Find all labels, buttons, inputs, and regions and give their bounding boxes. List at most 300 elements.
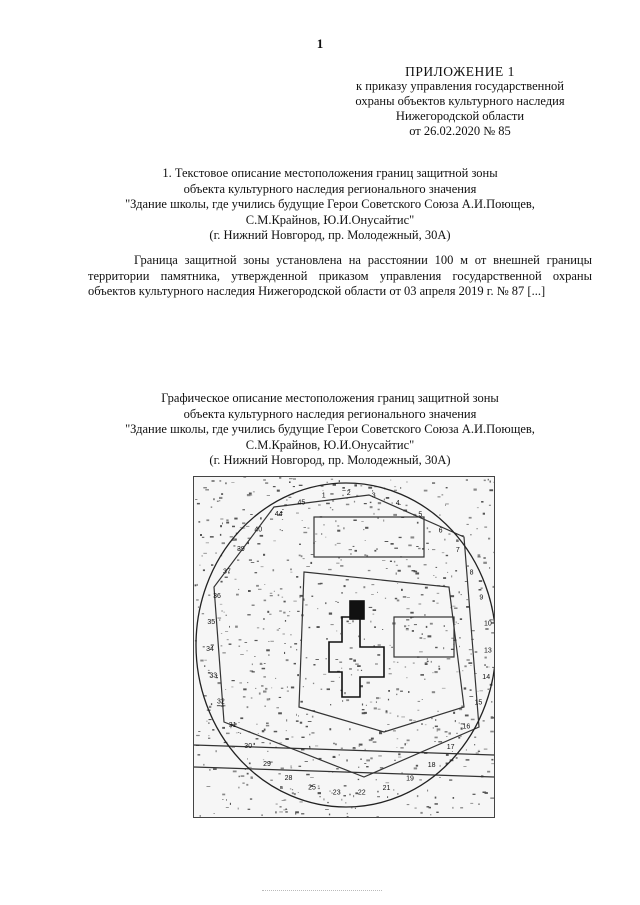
map-speckle bbox=[435, 647, 438, 648]
map-speckle bbox=[267, 751, 268, 752]
map-speckle bbox=[284, 652, 285, 654]
map-speckle bbox=[257, 627, 259, 628]
map-speckle bbox=[211, 703, 212, 705]
map-speckle bbox=[451, 595, 455, 597]
map-speckle bbox=[320, 796, 321, 797]
map-speckle bbox=[358, 767, 359, 768]
map-speckle bbox=[197, 503, 200, 505]
map-speckle bbox=[456, 757, 458, 759]
map-speckle bbox=[315, 746, 318, 747]
map-speckle bbox=[267, 611, 269, 613]
map-speckle bbox=[341, 592, 343, 593]
boundary-point-label: 31 bbox=[228, 722, 237, 729]
map-speckle bbox=[378, 698, 381, 699]
map-speckle bbox=[379, 733, 382, 735]
map-speckle bbox=[342, 495, 344, 496]
map-speckle bbox=[292, 792, 294, 794]
map-speckle bbox=[390, 645, 391, 646]
map-speckle bbox=[405, 743, 406, 745]
map-speckle bbox=[232, 526, 235, 528]
map-speckle bbox=[374, 626, 376, 628]
map-speckle bbox=[203, 646, 205, 648]
map-speckle bbox=[478, 554, 481, 556]
map-parcels bbox=[194, 492, 494, 777]
map-speckle bbox=[417, 522, 419, 524]
page-number: 1 bbox=[316, 36, 324, 51]
map-speckle bbox=[362, 704, 363, 706]
map-speckle bbox=[428, 635, 432, 637]
map-speckle bbox=[303, 686, 304, 687]
map-speckle bbox=[391, 647, 392, 648]
map-speckle bbox=[225, 482, 226, 484]
map-speckle bbox=[290, 572, 292, 573]
map-speckle bbox=[296, 714, 297, 716]
map-speckle bbox=[300, 802, 303, 803]
boundary-point-label: 29 bbox=[263, 760, 271, 768]
map-speckle bbox=[249, 493, 252, 495]
map-speckle bbox=[370, 702, 372, 703]
map-speckle bbox=[358, 779, 360, 780]
map-speckle bbox=[355, 664, 359, 665]
map-speckle bbox=[315, 534, 317, 535]
map-speckle bbox=[361, 521, 363, 522]
map-speckle bbox=[468, 662, 472, 664]
map-speckle bbox=[305, 678, 306, 680]
appendix-line: охраны объектов культурного наследия bbox=[355, 94, 565, 108]
map-speckle bbox=[460, 618, 462, 620]
map-speckle bbox=[335, 743, 337, 745]
map-speckle bbox=[239, 646, 241, 647]
map-speckle bbox=[478, 557, 481, 558]
map-speckle bbox=[247, 759, 248, 760]
map-speckle bbox=[203, 553, 207, 554]
map-speckle bbox=[308, 508, 310, 509]
map-speckle bbox=[417, 730, 419, 731]
map-speckle bbox=[265, 706, 266, 708]
map-speckle bbox=[364, 639, 365, 640]
map-speckle bbox=[329, 613, 332, 615]
map-speckle bbox=[235, 626, 238, 628]
map-speckle bbox=[241, 775, 245, 777]
map-speckle bbox=[464, 687, 467, 689]
map-speckle bbox=[253, 492, 255, 493]
map-speckle bbox=[377, 791, 378, 793]
boundary-point-label: 35 bbox=[207, 619, 216, 627]
map-speckle bbox=[240, 654, 244, 655]
map-speckle bbox=[478, 691, 479, 692]
map-speckle bbox=[323, 674, 326, 675]
map-speckle bbox=[479, 589, 482, 591]
map-speckle bbox=[382, 560, 385, 561]
map-speckle bbox=[339, 677, 340, 678]
map-speckle bbox=[432, 482, 435, 483]
map-speckle bbox=[365, 527, 368, 529]
map-speckle bbox=[365, 540, 366, 541]
map-speckle bbox=[342, 487, 345, 489]
map-speckle bbox=[436, 603, 438, 604]
map-speckle bbox=[432, 673, 433, 674]
map-speckle bbox=[263, 676, 266, 677]
map-speckle bbox=[420, 812, 422, 814]
map-speckle bbox=[415, 808, 417, 809]
map-speckle bbox=[283, 634, 285, 635]
map-speckle bbox=[251, 776, 253, 777]
map-speckle bbox=[269, 614, 271, 615]
map-speckle bbox=[225, 577, 228, 578]
map-speckle bbox=[488, 538, 490, 540]
map-speckle bbox=[438, 741, 442, 742]
map-speckle bbox=[335, 601, 337, 602]
map-speckle bbox=[364, 554, 366, 556]
map-speckle bbox=[371, 594, 374, 595]
map-speckle bbox=[226, 807, 229, 808]
map-speckle bbox=[434, 741, 435, 742]
map-speckle bbox=[430, 814, 431, 815]
map-speckle bbox=[217, 501, 219, 502]
map-speckle bbox=[455, 720, 456, 722]
map-speckle bbox=[222, 653, 225, 654]
map-speckle bbox=[301, 737, 304, 738]
map-speckle bbox=[279, 477, 281, 479]
map-speckle bbox=[277, 630, 279, 631]
map-speckle bbox=[296, 513, 299, 514]
map-speckle bbox=[431, 661, 432, 663]
map-speckle bbox=[480, 691, 484, 692]
map-speckle bbox=[433, 575, 434, 576]
text-description-heading bbox=[110, 166, 550, 244]
map-speckle bbox=[251, 698, 253, 699]
map-speckle bbox=[474, 744, 475, 745]
map-speckle bbox=[390, 713, 392, 714]
map-speckle bbox=[266, 723, 269, 724]
map-speckle bbox=[485, 657, 487, 659]
map-speckle bbox=[385, 598, 386, 599]
map-speckle bbox=[312, 716, 314, 718]
map-speckle bbox=[221, 633, 222, 634]
map-speckle bbox=[233, 771, 237, 773]
map-speckle bbox=[384, 499, 385, 501]
map-speckle bbox=[400, 747, 403, 748]
map-speckle bbox=[404, 625, 406, 627]
map-speckle bbox=[270, 780, 273, 781]
map-speckle bbox=[290, 788, 291, 789]
boundary-point-label: 15 bbox=[474, 699, 483, 707]
map-speckle bbox=[220, 525, 222, 527]
map-speckle bbox=[353, 520, 356, 522]
map-speckle bbox=[279, 610, 282, 611]
map-speckle bbox=[422, 633, 423, 634]
map-speckle bbox=[283, 810, 285, 811]
map-speckle bbox=[445, 731, 448, 733]
map-speckle bbox=[370, 502, 372, 503]
map-speckle bbox=[392, 502, 393, 504]
map-speckle bbox=[243, 688, 246, 690]
map-speckle bbox=[278, 773, 280, 774]
map-speckle bbox=[339, 480, 340, 482]
map-speckle bbox=[305, 605, 307, 606]
map-speckle bbox=[260, 517, 262, 519]
map-speckle bbox=[298, 716, 299, 717]
map-speckle bbox=[231, 687, 233, 688]
map-speckle bbox=[395, 598, 397, 600]
map-speckle bbox=[413, 721, 416, 722]
heading-line: объекта культурного наследия регионального значения bbox=[183, 181, 477, 196]
map-speckle bbox=[461, 594, 463, 595]
map-speckle bbox=[446, 736, 447, 737]
map-speckle bbox=[222, 799, 224, 800]
map-speckle bbox=[463, 766, 466, 767]
protective-zone-circle bbox=[196, 483, 494, 807]
map-speckle bbox=[250, 798, 252, 799]
map-speckle bbox=[427, 790, 428, 792]
map-speckle bbox=[293, 486, 295, 487]
map-speckle bbox=[208, 722, 209, 724]
heading-line: Графическое описание местоположения границ защитной зоны bbox=[161, 391, 499, 405]
map-speckle bbox=[261, 814, 263, 816]
boundary-point-label: 25 bbox=[308, 784, 316, 792]
map-speckle bbox=[252, 664, 253, 666]
heading-address: (г. Нижний Новгород, пр. Молодежный, 30А) bbox=[209, 228, 451, 242]
map-speckle bbox=[415, 572, 419, 574]
map-speckle bbox=[213, 498, 215, 500]
map-speckle bbox=[298, 792, 299, 793]
map-speckle bbox=[315, 541, 316, 542]
map-speckle bbox=[309, 627, 311, 628]
boundary-point-label: 18 bbox=[427, 761, 436, 769]
map-speckle bbox=[485, 628, 488, 630]
map-speckle bbox=[327, 802, 328, 803]
map-speckle bbox=[275, 678, 276, 679]
map-speckle bbox=[299, 766, 302, 767]
map-speckle bbox=[283, 612, 285, 614]
map-speckle bbox=[458, 737, 460, 739]
map-speckle bbox=[376, 702, 377, 703]
map-speckle bbox=[207, 721, 208, 722]
map-speckle bbox=[423, 638, 425, 639]
boundary-point-label: 45 bbox=[297, 499, 306, 507]
map-speckle bbox=[419, 779, 422, 780]
map-speckle bbox=[347, 816, 349, 817]
map-speckle bbox=[426, 543, 429, 544]
map-speckle bbox=[469, 649, 472, 650]
map-speckle bbox=[414, 624, 417, 625]
map-speckle bbox=[333, 756, 336, 758]
map-speckle bbox=[262, 668, 266, 670]
map-speckle bbox=[279, 697, 281, 698]
map-speckle bbox=[459, 722, 460, 723]
map-speckle bbox=[252, 605, 255, 607]
map-speckle bbox=[360, 759, 362, 760]
map-speckle bbox=[330, 791, 331, 792]
map-speckle bbox=[367, 682, 370, 684]
map-speckle bbox=[373, 614, 375, 615]
map-speckle bbox=[275, 811, 276, 813]
map-speckle bbox=[337, 543, 341, 544]
map-speckle bbox=[246, 784, 248, 786]
map-speckle bbox=[370, 506, 373, 508]
map-speckle bbox=[400, 487, 401, 488]
map-speckle bbox=[229, 644, 232, 645]
map-speckle bbox=[339, 755, 340, 756]
map-speckle bbox=[281, 768, 284, 770]
map-speckle bbox=[195, 499, 197, 500]
boundary-point-label: 40 bbox=[254, 526, 263, 534]
map-speckle bbox=[208, 738, 210, 739]
map-speckle bbox=[200, 660, 203, 662]
map-speckle bbox=[302, 520, 303, 521]
map-speckle bbox=[341, 799, 342, 801]
boundary-point-label: 4 bbox=[395, 499, 400, 507]
map-speckle bbox=[296, 649, 297, 650]
map-speckle bbox=[317, 609, 318, 610]
map-speckle bbox=[429, 807, 432, 809]
map-speckle bbox=[444, 625, 445, 627]
map-speckle bbox=[331, 479, 333, 480]
map-speckle bbox=[279, 812, 283, 813]
map-speckle bbox=[274, 731, 278, 733]
map-speckle bbox=[445, 504, 449, 505]
map-speckle bbox=[396, 694, 397, 695]
map-speckle bbox=[221, 581, 223, 583]
map-speckle bbox=[490, 731, 494, 733]
map-speckle bbox=[389, 668, 391, 669]
map-speckle bbox=[386, 568, 388, 569]
map-speckle bbox=[317, 626, 320, 628]
map-speckle bbox=[368, 487, 372, 489]
map-speckle bbox=[219, 480, 221, 481]
map-speckle bbox=[308, 721, 312, 722]
map-speckle bbox=[377, 796, 380, 797]
map-speckle bbox=[246, 651, 248, 652]
boundary-point-label: 21 bbox=[382, 784, 391, 792]
map-speckle bbox=[300, 586, 301, 588]
map-speckle bbox=[257, 543, 260, 544]
map-speckle bbox=[476, 753, 479, 754]
map-speckle bbox=[335, 659, 338, 660]
map-speckle bbox=[254, 656, 256, 657]
map-speckle bbox=[491, 701, 492, 703]
map-speckle bbox=[476, 528, 478, 529]
map-speckle bbox=[265, 482, 268, 484]
map-speckle bbox=[447, 658, 451, 659]
map-speckle bbox=[387, 724, 389, 725]
map-speckle bbox=[388, 690, 390, 692]
map-speckle bbox=[203, 487, 207, 488]
map-speckle bbox=[353, 546, 355, 547]
map-speckle bbox=[446, 487, 448, 488]
map-speckle bbox=[212, 729, 214, 731]
map-speckle bbox=[437, 711, 439, 712]
map-speckle bbox=[394, 561, 395, 563]
map-speckle bbox=[376, 779, 377, 780]
boundary-point-label: 19 bbox=[406, 775, 414, 783]
map-speckle bbox=[326, 503, 330, 505]
map-speckle bbox=[256, 585, 259, 587]
map-speckle bbox=[417, 795, 418, 797]
map-speckle bbox=[337, 602, 339, 603]
boundary-point-label: 28 bbox=[284, 774, 293, 782]
map-speckle bbox=[289, 478, 293, 479]
map-speckle bbox=[258, 733, 259, 734]
appendix-header bbox=[330, 64, 590, 139]
map-speckle bbox=[282, 530, 283, 531]
map-speckle bbox=[285, 809, 287, 810]
map-speckle bbox=[354, 484, 357, 486]
map-speckle bbox=[479, 580, 482, 582]
map-speckle bbox=[225, 631, 228, 632]
map-speckle bbox=[285, 738, 288, 740]
map-speckle bbox=[349, 794, 350, 796]
map-speckle bbox=[231, 482, 234, 483]
map-speckle bbox=[250, 514, 253, 515]
map-speckle bbox=[456, 621, 457, 623]
map-speckle bbox=[362, 709, 365, 710]
heading-line: "Здание школы, где учились будущие Герои Советского Союза А.И.Поющев, bbox=[125, 422, 535, 436]
map-speckle bbox=[219, 619, 220, 621]
map-speckle bbox=[327, 688, 330, 690]
map-speckle bbox=[489, 505, 491, 506]
map-speckle bbox=[414, 767, 417, 769]
map-speckle bbox=[247, 773, 249, 775]
map-speckle bbox=[264, 584, 265, 585]
map-speckle bbox=[465, 715, 469, 717]
map-speckle bbox=[361, 670, 362, 671]
map-speckle bbox=[437, 593, 440, 594]
map-speckle bbox=[330, 507, 331, 508]
map-speckle bbox=[435, 726, 438, 728]
map-speckle bbox=[325, 809, 329, 810]
boundary-point-label: 10 bbox=[484, 620, 492, 628]
map-speckle bbox=[352, 620, 353, 622]
boundary-point-label: 1 bbox=[321, 492, 326, 500]
map-speckle bbox=[416, 546, 418, 547]
map-speckle bbox=[470, 689, 472, 690]
map-speckle bbox=[446, 630, 448, 631]
map-speckle bbox=[259, 693, 261, 695]
map-speckle bbox=[196, 599, 199, 600]
map-speckle bbox=[327, 482, 328, 483]
map-speckle bbox=[198, 731, 200, 732]
map-speckle bbox=[407, 740, 410, 742]
map-speckle bbox=[424, 490, 428, 492]
map-speckle bbox=[454, 608, 457, 609]
map-speckle bbox=[306, 774, 310, 776]
map-speckle bbox=[372, 490, 373, 491]
map-speckle bbox=[408, 565, 411, 567]
map-speckle bbox=[361, 685, 364, 687]
map-speckle bbox=[276, 707, 279, 708]
boundary-point-label: 5 bbox=[418, 511, 423, 519]
map-speckle bbox=[220, 604, 223, 605]
map-speckle bbox=[429, 531, 431, 532]
map-speckle bbox=[348, 623, 351, 624]
map-speckle bbox=[245, 642, 248, 643]
boundary-point-label: 37 bbox=[223, 568, 231, 576]
map-speckle bbox=[398, 757, 401, 758]
map-speckle bbox=[376, 548, 377, 550]
map-speckle bbox=[366, 705, 367, 706]
map-speckle bbox=[306, 726, 308, 728]
map-speckle bbox=[407, 597, 410, 598]
map-speckle bbox=[406, 619, 409, 620]
map-speckle bbox=[469, 696, 473, 697]
map-speckle bbox=[373, 609, 377, 611]
map-speckle bbox=[287, 691, 289, 692]
building-marker bbox=[350, 601, 364, 619]
map-speckle bbox=[202, 537, 204, 538]
map-speckle bbox=[473, 794, 476, 795]
map-speckle bbox=[220, 534, 221, 536]
